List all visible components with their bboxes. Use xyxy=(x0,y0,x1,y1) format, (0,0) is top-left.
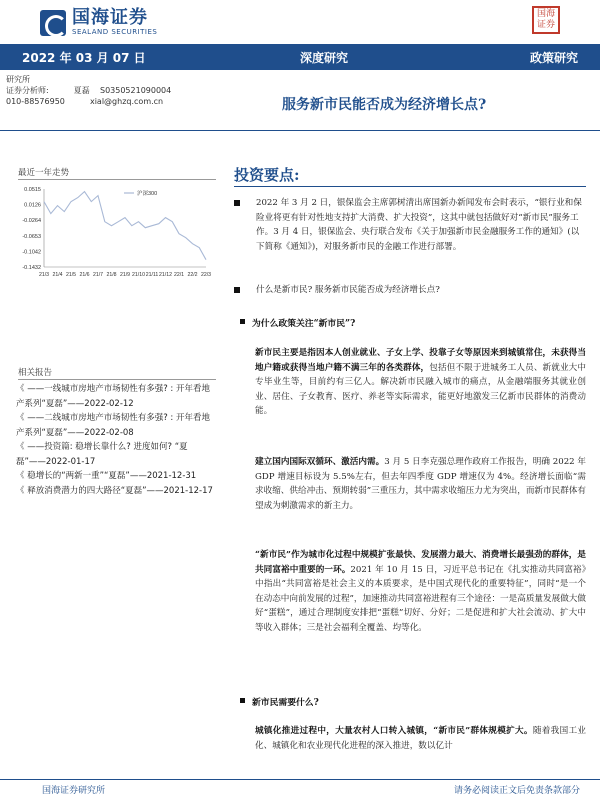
x-tick-label: 21/12 xyxy=(159,272,172,278)
key-points-heading: 投资要点: xyxy=(234,166,300,184)
x-tick-label: 21/11 xyxy=(145,272,159,278)
x-tick-label: 22/2 xyxy=(187,272,198,278)
related-report-item[interactable]: 《 稳增长的“两新一重”“夏磊”——2021-12-31 xyxy=(16,471,197,481)
x-tick-label: 22/3 xyxy=(200,272,212,278)
report-date: 2022 年 03 月 07 日 xyxy=(22,50,146,65)
bullet-square-icon xyxy=(234,200,240,206)
analyst-name: 夏磊 xyxy=(73,86,90,95)
key-points-divider xyxy=(234,186,586,187)
x-tick-label: 22/1 xyxy=(173,272,185,278)
trend-label: 最近一年走势 xyxy=(18,168,70,178)
related-report-item[interactable]: 《 释放消费潜力的四大路径“夏磊”——2021-12-17 xyxy=(16,485,213,496)
subsection-why-policy: 为什么政策关注“新市民”? xyxy=(240,316,586,329)
related-report-item[interactable]: 《 ——投资篇: 稳增长靠什么? 进度如何? “夏磊”——2022-01-17 xyxy=(16,442,188,467)
x-tick-label: 21/9 xyxy=(119,272,131,278)
logo-english-name: SEALAND SECURITIES xyxy=(72,28,158,36)
title-divider xyxy=(0,130,600,131)
paragraph-dual-circulation xyxy=(255,455,586,513)
related-report-item[interactable]: 《 ——一线城市房地产市场韧性有多强? : 开年看地产系列“夏磊”——2022-02-12 xyxy=(16,384,210,409)
analyst-email: xial@ghzq.com.cn xyxy=(89,97,164,106)
report-title: 服务新市民能否成为经济增长点? xyxy=(282,97,487,113)
analyst-license: S0350521090004 xyxy=(99,86,172,95)
x-tick-label: 21/3 xyxy=(38,272,50,278)
trend-chart xyxy=(14,183,214,283)
related-report-item[interactable]: 《 ——二线城市房地产市场韧性有多强? : 开年看地产系列“夏磊”——2022-02-08 xyxy=(16,413,210,438)
logo-mark-icon xyxy=(40,10,66,36)
footer-source: 国海证券研究所 xyxy=(42,786,106,796)
analyst-dept: 研究所 xyxy=(6,75,30,84)
x-tick-label: 21/10 xyxy=(132,272,145,278)
bullet-square-icon xyxy=(234,287,240,293)
seal-text: 国海 证券 xyxy=(536,9,555,30)
paragraph-dual-circulation-text: 3 月 5 日李克强总理作政府工作报告，明确 2022 年 GDP 增速目标设为 5.5%左右，但去年四季度 GDP 增速仅为 4%。经济增长面临“需求收缩、供给冲击、预期转弱”三重压力，其中需求收缩压力尤为突出，而新市民群体有望成为刺激需求的新主力。 xyxy=(255,457,586,511)
paragraph-urbanization-text: 随着我国工业化、城镇化和农业现代化进程的深入推进，数以亿计 xyxy=(255,726,586,751)
key-point-1: 2022 年 3 月 2 日，银保监会主席郭树清出席国新办新闻发布会时表示，“银行业和保险业将更有针对性地支持扩大消费、扩大投资”，这其中就包括做好对“新市民”服务工作。3 月 4 日，银保监会、央行联合发布《关于加强新市民金融服务工作的通知》(以下简称《通知》)，对服务新市民的金融工作进行部署。 xyxy=(234,196,586,254)
bullet-square-icon xyxy=(240,698,245,703)
y-tick-label: -0.0653 xyxy=(22,233,41,240)
company-logo xyxy=(40,8,157,37)
y-tick-label: -0.1432 xyxy=(22,265,41,271)
paragraph-urbanization xyxy=(255,724,586,753)
paragraph-common-prosperity-bold: “新市民”作为城市化过程中规模扩张最快、发展潜力最大、消费增长最强劲的群体，是共同富裕中重要的一环。 xyxy=(255,550,586,575)
legend-label: 沪深300 xyxy=(137,191,158,197)
x-tick-label: 21/5 xyxy=(65,272,77,278)
paragraph-dual-circulation-bold: 建立国内国际双循环、激活内需。 xyxy=(255,457,385,467)
paragraph-definition xyxy=(255,346,586,419)
paragraph-urbanization-bold: 城镇化推进过程中，大量农村人口转入城镇，“新市民”群体规模扩大。 xyxy=(255,726,533,736)
y-tick-label: 0.0515 xyxy=(24,187,41,193)
x-tick-label: 21/6 xyxy=(79,272,90,278)
footer-divider xyxy=(0,779,600,780)
y-tick-label: -0.1042 xyxy=(22,249,41,256)
bullet-square-icon xyxy=(240,319,245,324)
related-reports-label: 相关报告 xyxy=(18,368,53,378)
analyst-info xyxy=(6,74,171,107)
company-seal-icon xyxy=(532,6,560,34)
x-tick-label: 21/4 xyxy=(52,272,63,278)
key-point-2: 什么是新市民? 服务新市民能否成为经济增长点? xyxy=(234,283,586,298)
subsection-needs: 新市民需要什么? xyxy=(240,695,586,708)
x-tick-label: 21/8 xyxy=(106,272,117,278)
paragraph-common-prosperity xyxy=(255,548,586,635)
y-tick-label: 0.0126 xyxy=(24,202,41,209)
trend-divider xyxy=(18,179,216,180)
series-line-hs300 xyxy=(44,192,206,260)
y-tick-label: -0.0264 xyxy=(22,218,41,225)
related-divider xyxy=(18,379,216,380)
logo-chinese-name: 国海证券 xyxy=(72,7,148,28)
report-category: 政策研究 xyxy=(529,50,578,65)
top-banner xyxy=(0,44,600,70)
paragraph-common-prosperity-text: 2021 年 10 月 15 日，习近平总书记在《扎实推动共同富裕》中指出“共同富裕是社会主义的本质要求，是中国式现代化的重要特征”，同时“是一个在动态中向前发展的过程”，加速推动共同富裕进程有三个途径：一是高质量发展做大做好“蛋糕”，通过合理制度安排把“蛋糕”切好、分好；二是促进和扩大社会流动、扩大中等收入群体；三是社会福利全覆盖、均等化。 xyxy=(255,564,586,633)
analyst-phone: 010-88576950 xyxy=(6,97,65,106)
paragraph-definition-text: 包括但不限于进城务工人员、新就业大中专毕业生等，目前约有三亿人。解决新市民融入城市的痛点，从金融端服务其就业创业、居住、子女教育、医疗、养老等实际需求，能更好地激发三亿新市民群体的消费动能。 xyxy=(255,362,586,416)
related-reports-list xyxy=(16,382,216,498)
paragraph-definition-bold: 新市民主要是指因本人创业就业、子女上学、投靠子女等原因来到城镇常住，未获得当地户籍或获得当地户籍不满三年的各类群体， xyxy=(255,348,586,373)
x-tick-label: 21/7 xyxy=(92,272,104,278)
analyst-label: 证券分析师: xyxy=(6,86,49,95)
report-type: 深度研究 xyxy=(300,50,349,65)
footer-disclaimer: 请务必阅读正文后免责条款部分 xyxy=(453,786,580,796)
